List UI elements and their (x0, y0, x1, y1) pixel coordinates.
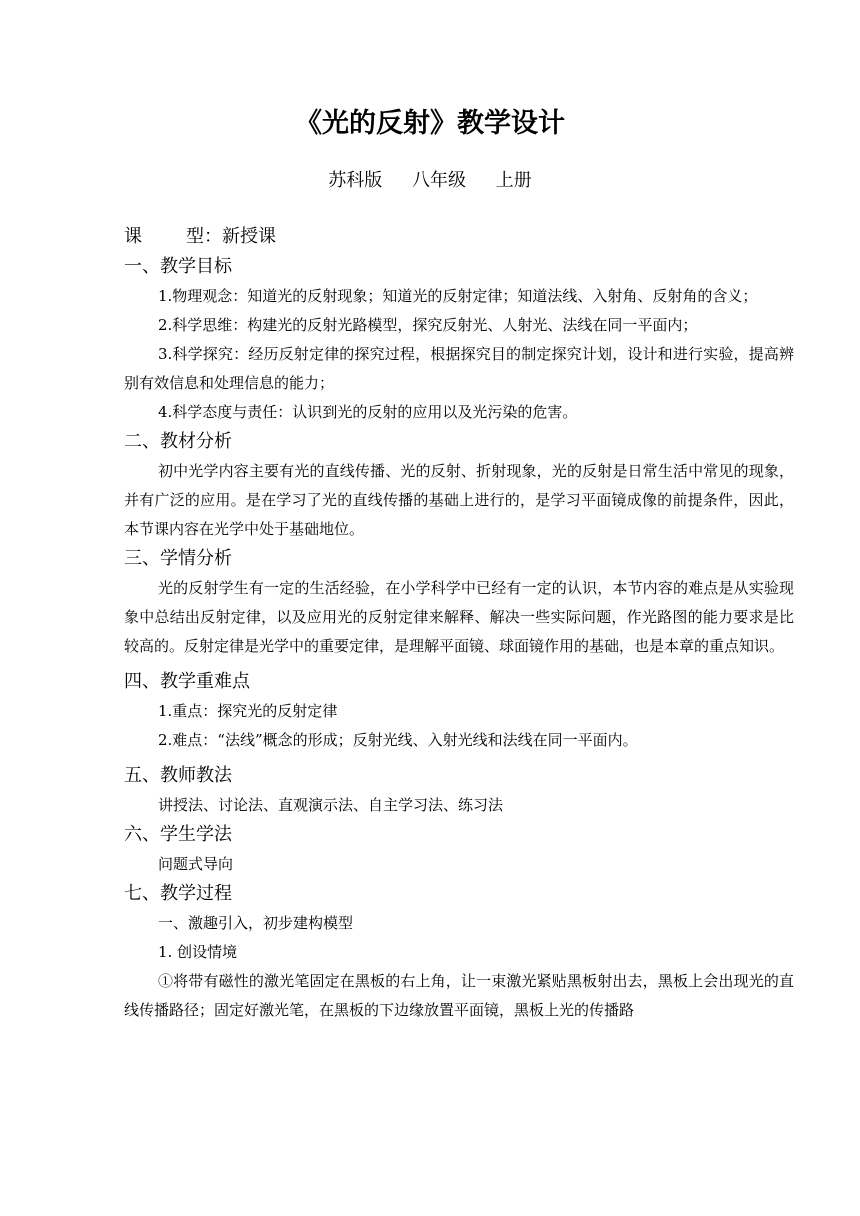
section-teaching-methods (124, 761, 794, 820)
section-heading: 四、教学重难点 (124, 671, 250, 692)
section-student-analysis (124, 544, 794, 661)
section-heading: 二、教材分析 (124, 431, 232, 452)
section-learning-methods (124, 820, 794, 879)
paragraph: 2.科学思维：构建光的反射光路模型，探究反射光、人射光、法线在同一平面内； (158, 316, 698, 334)
paragraph: 问题式导向 (158, 855, 234, 873)
paragraph: 1.重点：探究光的反射定律 (158, 702, 338, 720)
course-type-line: 课 型：新授课 (124, 226, 276, 247)
section-heading: 六、学生学法 (124, 824, 232, 845)
section-objectives (124, 252, 794, 427)
paragraph: ①将带有磁性的激光笔固定在黑板的右上角，让一束激光紧贴黑板射出去，黑板上会出现光的直线传播路径；固定好激光笔，在黑板的下边缘放置平面镜，黑板上光的传播路 (124, 972, 794, 1019)
grade: 八年级 (412, 170, 466, 191)
paragraph: 2.难点：“法线”概念的形成；反射光线、入射光线和法线在同一平面内。 (158, 731, 638, 749)
document-title: 《光的反射》教学设计 (295, 108, 565, 139)
section-heading: 三、学情分析 (124, 548, 232, 569)
paragraph: 1. 创设情境 (158, 943, 238, 961)
section-heading: 五、教师教法 (124, 765, 232, 786)
section-key-points (124, 667, 794, 755)
paragraph: 1.物理观念：知道光的反射现象；知道光的反射定律；知道法线、入射角、反射角的含义； (158, 287, 758, 305)
paragraph: 3.科学探究：经历反射定律的探究过程，根据探究目的制定探究计划，设计和进行实验，提高辨别有效信息和处理信息的能力； (124, 345, 794, 392)
paragraph: 4.科学态度与责任：认识到光的反射的应用以及光污染的危害。 (158, 403, 578, 421)
volume: 上册 (495, 170, 532, 191)
section-heading: 七、教学过程 (124, 883, 232, 904)
course-type-value: 新授课 (222, 226, 276, 247)
publisher: 苏科版 (328, 170, 383, 191)
paragraph: 一、激趣引入，初步建构模型 (158, 914, 354, 932)
document-body (124, 222, 794, 1025)
section-textbook-analysis (124, 427, 794, 544)
paragraph: 光的反射学生有一定的生活经验，在小学科学中已经有一定的认识，本节内容的难点是从实验现象中总结出反射定律，以及应用光的反射定律来解释、解决一些实际问题，作光路图的能力要求是比较高的。反射定律是光学中的重要定律，是理解平面镜、球面镜作用的基础，也是本章的重点知识。 (124, 579, 794, 655)
section-teaching-process (124, 879, 794, 1025)
section-heading: 一、教学目标 (124, 256, 232, 277)
paragraph: 初中光学内容主要有光的直线传播、光的反射、折射现象，光的反射是日常生活中常见的现象，并有广泛的应用。是在学习了光的直线传播的基础上进行的，是学习平面镜成像的前提条件，因此，本节课内容在光学中处于基础地位。 (124, 462, 794, 538)
paragraph: 讲授法、讨论法、直观演示法、自主学习法、练习法 (158, 796, 504, 814)
course-type-label: 课 型 (124, 226, 204, 247)
document-subtitle (0, 166, 860, 196)
